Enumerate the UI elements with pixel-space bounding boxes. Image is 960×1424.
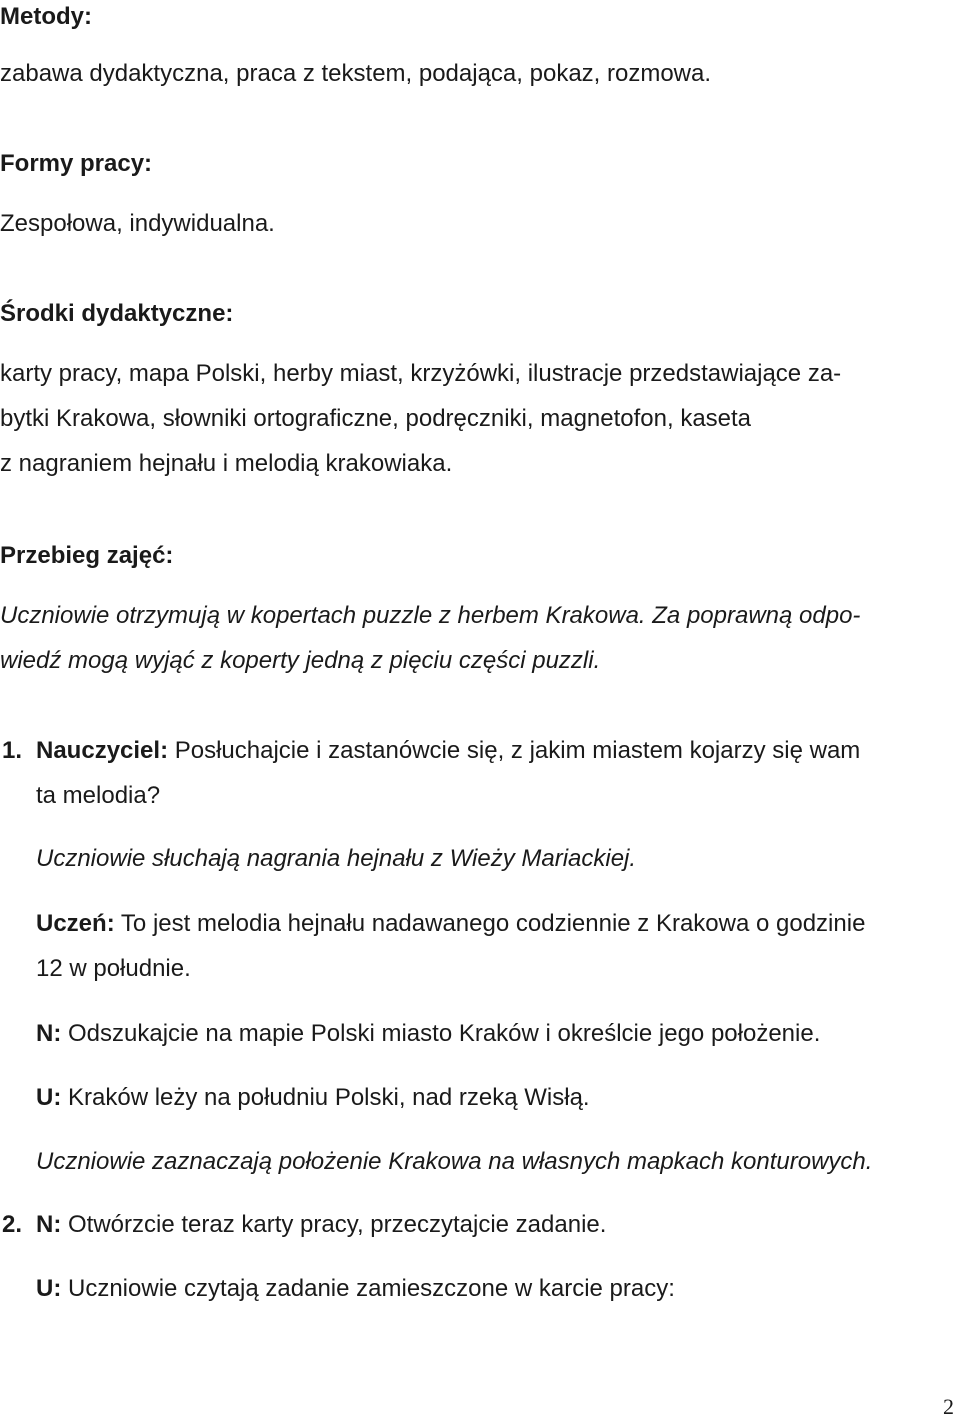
student-line: [36, 1274, 675, 1304]
materials-line: z nagraniem hejnału i melodią krakowiaka.: [0, 450, 453, 477]
forms-heading: Formy pracy:: [0, 150, 153, 177]
step-number: 1.: [2, 737, 23, 764]
teacher-text: Otwórzcie teraz karty pracy, przeczytajcie zadanie.: [68, 1211, 607, 1238]
student-line: [36, 909, 865, 939]
course-intro-line: wiedź mogą wyjąć z koperty jedną z pięciu części puzzli.: [0, 647, 601, 674]
student-label: U:: [36, 1275, 62, 1302]
student-label: Uczeń:: [36, 910, 115, 937]
student-text: Uczniowie czytają zadanie zamieszczone w karcie pracy:: [68, 1275, 675, 1302]
student-text-cont: 12 w południe.: [36, 955, 191, 982]
teacher-label: N:: [36, 1211, 62, 1238]
page-number: 2: [943, 1394, 954, 1419]
stage-direction: Uczniowie słuchają nagrania hejnału z Wieży Mariackiej.: [36, 845, 637, 872]
student-text: To jest melodia hejnału nadawanego codziennie z Krakowa o godzinie: [120, 910, 866, 937]
forms-text: Zespołowa, indywidualna.: [0, 210, 275, 237]
teacher-line: [36, 1210, 606, 1240]
course-intro-line: Uczniowie otrzymują w kopertach puzzle z herbem Krakowa. Za poprawną odpo-: [0, 602, 861, 629]
teacher-label: Nauczyciel:: [36, 737, 169, 764]
student-label: U:: [36, 1084, 62, 1111]
teacher-text-cont: ta melodia?: [36, 782, 161, 809]
teacher-line: [36, 736, 860, 766]
teacher-line: [36, 1019, 820, 1049]
methods-heading: Metody:: [0, 3, 92, 30]
student-line: [36, 1083, 590, 1113]
methods-text: zabawa dydaktyczna, praca z tekstem, podająca, pokaz, rozmowa.: [0, 60, 712, 87]
materials-heading: Środki dydaktyczne:: [0, 300, 234, 327]
teacher-text: Posłuchajcie i zastanówcie się, z jakim miastem kojarzy się wam: [174, 737, 861, 764]
step-number: 2.: [2, 1211, 23, 1238]
teacher-label: N:: [36, 1020, 62, 1047]
course-heading: Przebieg zajęć:: [0, 542, 174, 569]
materials-line: bytki Krakowa, słowniki ortograficzne, podręczniki, magnetofon, kaseta: [0, 405, 752, 432]
materials-line: karty pracy, mapa Polski, herby miast, krzyżówki, ilustracje przedstawiające za-: [0, 360, 842, 387]
stage-direction: Uczniowie zaznaczają położenie Krakowa na własnych mapkach konturowych.: [36, 1148, 873, 1175]
teacher-text: Odszukajcie na mapie Polski miasto Kraków i określcie jego położenie.: [68, 1020, 821, 1047]
student-text: Kraków leży na południu Polski, nad rzeką Wisłą.: [68, 1084, 590, 1111]
